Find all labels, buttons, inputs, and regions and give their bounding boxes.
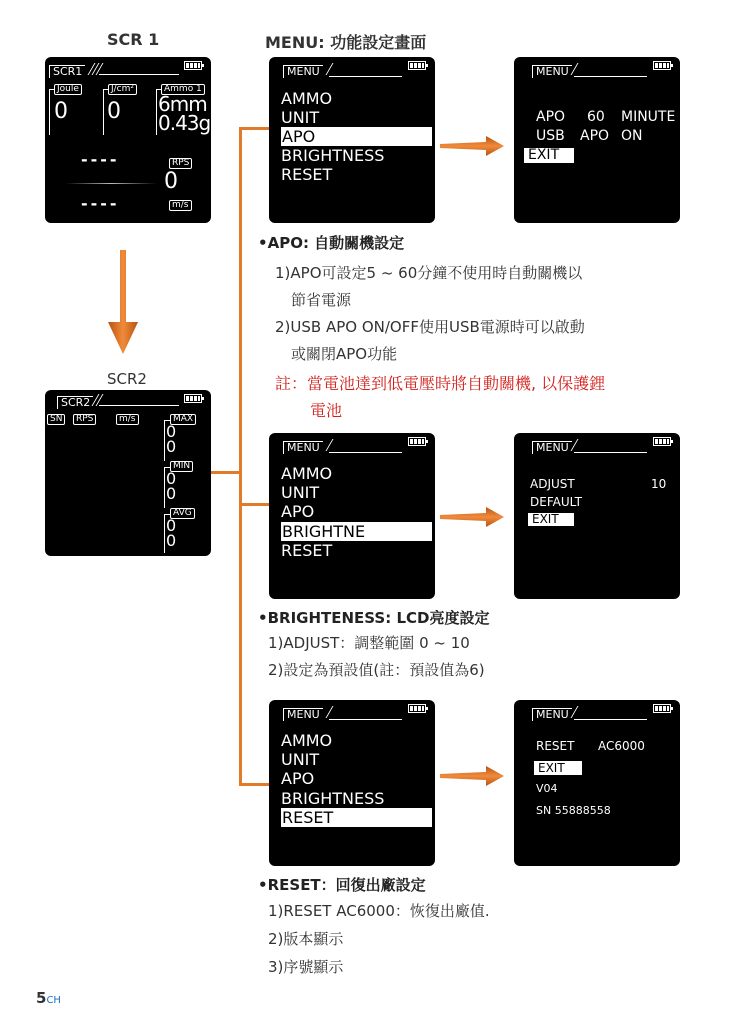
battery-icon xyxy=(653,704,671,713)
apo-line2b: 或關閉APO功能 xyxy=(291,345,398,363)
max-label: MAX xyxy=(170,414,196,425)
menu-item-ammo[interactable]: AMMO xyxy=(281,89,333,108)
avg-value-1: 0 xyxy=(166,516,177,535)
adjust-label: ADJUST xyxy=(530,477,575,491)
usb-label: USB xyxy=(536,128,565,144)
connector-vertical xyxy=(239,127,242,784)
apo-line1b: 節省電源 xyxy=(291,291,352,309)
right-arrow-icon-1 xyxy=(440,136,505,156)
menu-tab: MENU xyxy=(532,65,572,78)
ms-label: m/s xyxy=(169,200,192,211)
reset-line1: 1)RESET AC6000：恢復出廠值. xyxy=(268,902,490,920)
battery-icon xyxy=(653,61,671,70)
menu-tab: MENU xyxy=(283,65,323,78)
page-number-value: 5 xyxy=(36,989,47,1007)
exit-button[interactable]: EXIT xyxy=(524,148,574,163)
menu-item-apo[interactable]: APO xyxy=(281,127,432,146)
exit-button[interactable]: EXIT xyxy=(528,513,574,526)
menu-item-reset[interactable]: RESET xyxy=(281,541,333,560)
scr2-tab: SCR2 xyxy=(57,396,93,409)
reset-line3: 3)序號顯示 xyxy=(268,958,344,976)
menu-tab: MENU xyxy=(283,441,323,454)
menu-item-apo[interactable]: APO xyxy=(281,502,315,521)
ms-label: m/s xyxy=(116,414,139,425)
reset-section-title: •RESET：回復出廠設定 xyxy=(258,876,426,894)
apo-sub-screen xyxy=(514,57,680,223)
dashes-bottom: ---- xyxy=(81,194,120,213)
joule-value: 0 xyxy=(54,99,68,124)
apo-note: 註：當電池達到低電壓時將自動關機, 以保護鋰 xyxy=(275,374,606,393)
scr2-heading: SCR2 xyxy=(107,370,147,388)
dashes-top: ---- xyxy=(81,150,120,169)
max-value-1: 0 xyxy=(166,422,177,441)
menu-tab: MENU xyxy=(532,708,572,721)
menu-item-brightness[interactable]: BRIGHTNESS xyxy=(281,146,385,165)
min-value-1: 0 xyxy=(166,469,177,488)
menu-item-reset[interactable]: RESET xyxy=(281,808,432,827)
menu-item-ammo[interactable]: AMMO xyxy=(281,464,333,483)
usb-apo-value[interactable]: ON xyxy=(621,128,643,144)
battery-icon xyxy=(184,394,202,403)
menu-screen-apo xyxy=(269,57,435,223)
avg-label: AVG xyxy=(170,508,195,519)
apo-unit: MINUTE xyxy=(621,109,676,125)
connector-mid xyxy=(239,503,270,506)
avg-value-2: 0 xyxy=(166,531,177,550)
right-arrow-icon-2 xyxy=(440,507,505,527)
menu-item-unit[interactable]: UNIT xyxy=(281,750,320,769)
ammo-line2: 0.43g xyxy=(158,111,211,135)
apo-line2: 2)USB APO ON/OFF使用USB電源時可以啟動 xyxy=(275,318,585,336)
apo-line1: 1)APO可設定5 ~ 60分鐘不使用時自動關機以 xyxy=(275,264,583,282)
menu-item-brightness[interactable]: BRIGHTNESS xyxy=(281,789,385,808)
menu-item-unit[interactable]: UNIT xyxy=(281,483,320,502)
brightness-line1: 1)ADJUST：調整範圍 0 ~ 10 xyxy=(268,634,470,652)
brightness-sub-screen xyxy=(514,433,680,599)
usb-apo-label: APO xyxy=(580,128,610,144)
serial-number: SN 55888558 xyxy=(536,804,611,817)
min-label: MIN xyxy=(170,461,193,472)
exit-button[interactable]: EXIT xyxy=(534,761,582,775)
default-option[interactable]: DEFAULT xyxy=(530,495,582,509)
menu-item-ammo[interactable]: AMMO xyxy=(281,731,333,750)
menu-tab: MENU xyxy=(532,441,572,454)
ammo-line1: 6mm xyxy=(158,92,207,116)
brightness-line2: 2)設定為預設值(註：預設值為6) xyxy=(268,661,485,679)
page-lang: CH xyxy=(46,995,61,1006)
connector-bottom xyxy=(239,783,270,786)
version-label: V04 xyxy=(536,782,558,795)
sn-label: SN xyxy=(47,414,65,425)
jcm2-label: J/cm² xyxy=(108,84,137,95)
menu-item-apo[interactable]: APO xyxy=(281,769,315,788)
battery-icon xyxy=(653,437,671,446)
adjust-value[interactable]: 10 xyxy=(651,477,667,491)
scr1-tab: SCR1 xyxy=(49,65,85,78)
menu-item-unit[interactable]: UNIT xyxy=(281,108,320,127)
scr2-screen xyxy=(45,390,211,556)
rps-value: 0 xyxy=(164,169,178,194)
scr1-heading: SCR 1 xyxy=(107,30,160,49)
page-number xyxy=(36,988,61,1007)
menu-screen-reset xyxy=(269,700,435,866)
menu-screen-brightness xyxy=(269,433,435,599)
scr1-screen xyxy=(45,57,211,223)
joule-label: Joule xyxy=(54,84,82,95)
reset-label: RESET xyxy=(536,739,575,753)
rps-label: RPS xyxy=(169,158,192,169)
apo-note-b: 電池 xyxy=(310,401,343,420)
ammo-label: Ammo 1 xyxy=(161,84,205,95)
menu-tab: MENU xyxy=(283,708,323,721)
apo-minutes[interactable]: 60 xyxy=(587,109,605,125)
reset-sub-screen xyxy=(514,700,680,866)
jcm2-value: 0 xyxy=(107,99,121,124)
reset-model[interactable]: AC6000 xyxy=(598,739,645,753)
down-arrow-icon xyxy=(107,250,139,355)
right-arrow-icon-3 xyxy=(440,766,505,786)
min-value-2: 0 xyxy=(166,484,177,503)
apo-label: APO xyxy=(536,109,566,125)
menu-item-brightness[interactable]: BRIGHTNE xyxy=(281,522,432,541)
apo-section-title: •APO: 自動關機設定 xyxy=(258,234,405,252)
menu-item-reset[interactable]: RESET xyxy=(281,165,333,184)
reset-line2: 2)版本顯示 xyxy=(268,930,344,948)
max-value-2: 0 xyxy=(166,437,177,456)
battery-icon xyxy=(408,437,426,446)
brightness-section-title: •BRIGHTENESS: LCD亮度設定 xyxy=(258,609,490,627)
battery-icon xyxy=(408,704,426,713)
connector-scr2 xyxy=(211,471,241,474)
connector-top xyxy=(239,127,270,130)
menu-heading: MENU: 功能設定畫面 xyxy=(265,33,427,52)
battery-icon xyxy=(184,61,202,70)
rps-label: RPS xyxy=(73,414,96,425)
battery-icon xyxy=(408,61,426,70)
